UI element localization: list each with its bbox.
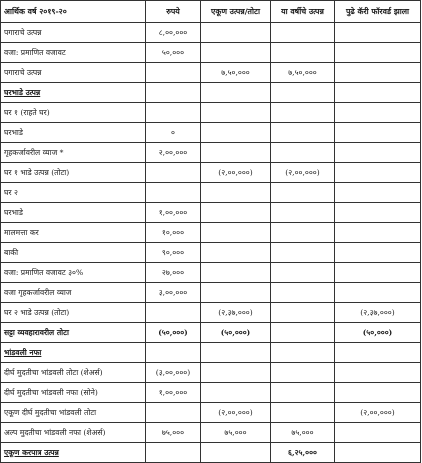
row-label: घर १ (राहते घर) [1,103,146,123]
row-label: वजा: प्रमाणित वजावट [1,43,146,63]
row-label: घरभाडे [1,123,146,143]
cell-value [335,183,421,203]
cell-value [271,183,335,203]
table-row [1,23,421,43]
cell-value: १,००,००० [146,383,201,403]
cell-value [271,223,335,243]
row-label: अल्प मुदतीचा भांडवली नफा (शेअर्स) [1,423,146,443]
row-label: दीर्घ मुदतीचा भांडवली नफा (सोने) [1,383,146,403]
cell-value [201,43,271,63]
cell-value [335,383,421,403]
cell-value: ७,५०,००० [271,63,335,83]
table-row [1,323,421,343]
row-label: सट्टा व्यवहारावरील तोटा [1,323,146,343]
row-label: वजा: प्रमाणित वजावट ३०% [1,263,146,283]
cell-value [271,263,335,283]
cell-value [201,123,271,143]
cell-value [335,203,421,223]
cell-value [271,343,335,363]
table-row [1,43,421,63]
cell-value [335,283,421,303]
cell-value: (३,००,०००) [146,363,201,383]
cell-value [146,403,201,423]
cell-value [335,63,421,83]
column-header: रुपये [146,1,201,23]
cell-value: ३,००,००० [146,283,201,303]
cell-value [201,383,271,403]
cell-value [201,283,271,303]
cell-value [335,363,421,383]
table-row [1,83,421,103]
column-header: या वर्षीचे उत्पन्न [271,1,335,23]
row-label: एकूण करपात्र उत्पन्न [1,443,146,463]
cell-value [146,163,201,183]
cell-value: ७५,००० [146,423,201,443]
table-row [1,163,421,183]
table-row [1,203,421,223]
cell-value [201,83,271,103]
row-label: घर १ भाडे उत्पन्न (तोटा) [1,163,146,183]
cell-value: २७,००० [146,263,201,283]
cell-value [335,143,421,163]
column-header: पुढे कॅरी फॉरवर्ड झाला [335,1,421,23]
cell-value [201,23,271,43]
cell-value [271,43,335,63]
cell-value: १०,००० [146,223,201,243]
cell-value [271,303,335,323]
row-label: दीर्घ मुदतीचा भांडवली तोटा (शेअर्स) [1,363,146,383]
cell-value: (२,३७,०००) [201,303,271,323]
cell-value [201,243,271,263]
cell-value: ६,२५,००० [271,443,335,463]
table-row [1,223,421,243]
cell-value: (२,३७,०००) [335,303,421,323]
cell-value: (२,००,०००) [271,163,335,183]
row-label: घर २ भाडे उत्पन्न (तोटा) [1,303,146,323]
cell-value [146,303,201,323]
cell-value [146,183,201,203]
cell-value [146,83,201,103]
table-row [1,363,421,383]
cell-value [271,323,335,343]
table-row [1,63,421,83]
cell-value: ९०,००० [146,243,201,263]
cell-value [146,103,201,123]
table-row [1,143,421,163]
cell-value [335,23,421,43]
table-row [1,183,421,203]
table-row [1,263,421,283]
cell-value [201,183,271,203]
cell-value [201,443,271,463]
row-label: एकूण दीर्घ मुदतीचा भांडवली तोटा [1,403,146,423]
cell-value [146,343,201,363]
cell-value [271,283,335,303]
table-row [1,443,421,463]
row-label: गृहकर्जावरील व्याज * [1,143,146,163]
cell-value: ७,५०,००० [201,63,271,83]
cell-value [271,383,335,403]
cell-value [201,263,271,283]
cell-value [335,263,421,283]
cell-value: (५०,०००) [201,323,271,343]
cell-value [271,103,335,123]
table-row [1,123,421,143]
table-row [1,283,421,303]
cell-value [271,363,335,383]
table-row [1,383,421,403]
cell-value [271,23,335,43]
cell-value: (२,००,०००) [201,163,271,183]
cell-value [271,123,335,143]
column-header: आर्थिक वर्ष २०१९-२० [1,1,146,23]
table-row [1,423,421,443]
cell-value [201,363,271,383]
cell-value [271,83,335,103]
cell-value: २,००,००० [146,143,201,163]
cell-value: ७५,००० [271,423,335,443]
row-label: भांडवली नफा [1,343,146,363]
row-label: घरभाडे [1,203,146,223]
cell-value: (२,००,०००) [201,403,271,423]
cell-value [201,203,271,223]
cell-value: १,००,००० [146,203,201,223]
row-label: मालमत्ता कर [1,223,146,243]
table-row [1,403,421,423]
column-header: एकूण उत्पन्न/तोटा [201,1,271,23]
cell-value [146,63,201,83]
cell-value [335,163,421,183]
cell-value [335,343,421,363]
cell-value: (५०,०००) [146,323,201,343]
cell-value [335,123,421,143]
table-row [1,243,421,263]
cell-value [201,223,271,243]
table-body [1,23,421,463]
cell-value [335,103,421,123]
cell-value: ० [146,123,201,143]
row-label: वजा गृहकर्जावरील व्याज [1,283,146,303]
row-label: घर २ [1,183,146,203]
cell-value [271,243,335,263]
cell-value [335,43,421,63]
cell-value [271,403,335,423]
row-label: पगाराचे उत्पन्न [1,63,146,83]
cell-value [201,103,271,123]
cell-value [271,203,335,223]
cell-value [146,443,201,463]
cell-value: (५०,०००) [335,323,421,343]
row-label: घरभाडे उत्पन्न [1,83,146,103]
cell-value [201,143,271,163]
row-label: पगाराचे उत्पन्न [1,23,146,43]
cell-value [335,243,421,263]
cell-value [335,423,421,443]
cell-value [201,343,271,363]
cell-value: ५०,००० [146,43,201,63]
cell-value [335,443,421,463]
cell-value [335,223,421,243]
table-row [1,343,421,363]
table-row [1,303,421,323]
row-label: बाकी [1,243,146,263]
cell-value: ७५,००० [201,423,271,443]
cell-value: (२,००,०००) [335,403,421,423]
cell-value [271,143,335,163]
cell-value: ८,००,००० [146,23,201,43]
table-header-row [1,1,421,23]
table-row [1,103,421,123]
cell-value [335,83,421,103]
